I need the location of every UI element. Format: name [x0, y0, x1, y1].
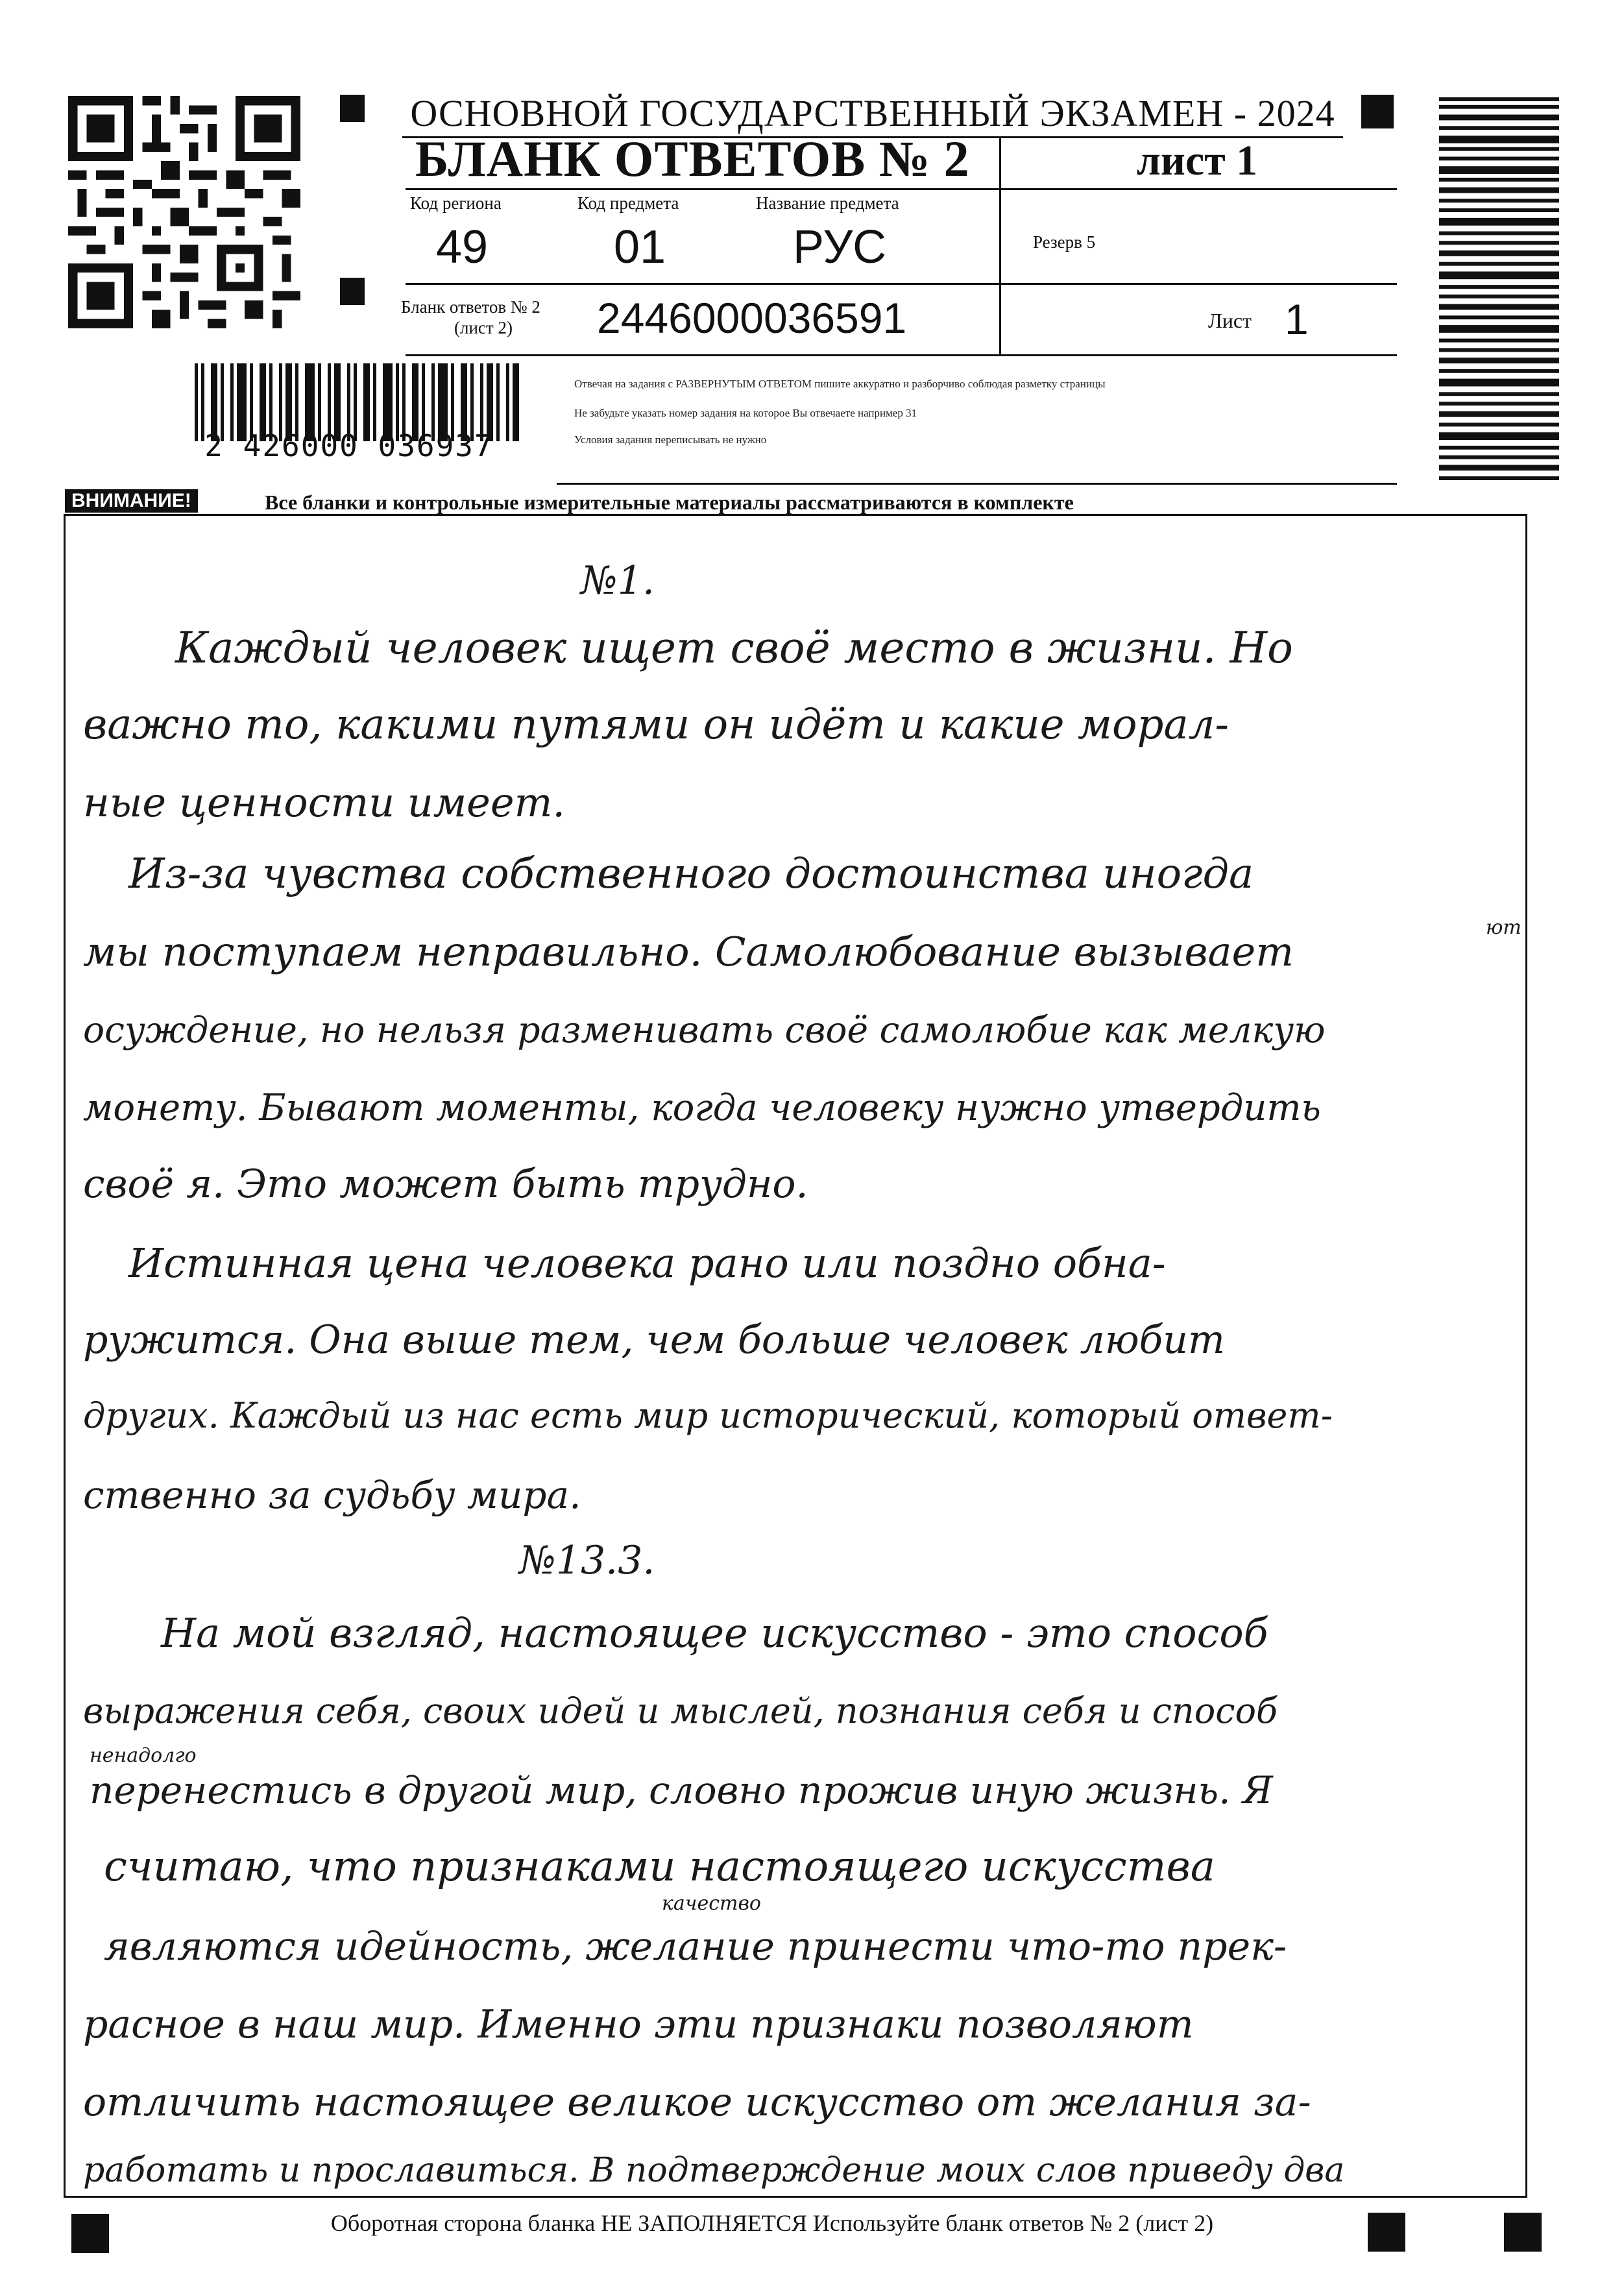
answer-line: ственно за судьбу мира. [83, 1473, 581, 1517]
registration-mark [1368, 2213, 1405, 2252]
answer-line: других. Каждый из нас есть мир исторический, который ответ- [83, 1395, 1333, 1436]
answer-line: №13.3. [519, 1538, 655, 1583]
region-code: 49 [436, 221, 489, 273]
header-rule [406, 354, 1397, 356]
sheet-number: 1 [1285, 295, 1309, 343]
answer-line: мы поступаем неправильно. Самолюбование вызывает [83, 928, 1294, 975]
blank-title: БЛАНК ОТВЕТОВ № 2 [415, 130, 970, 187]
answer-line: расное в наш мир. Именно эти признаки позволяют [83, 2002, 1194, 2047]
subject-code: 01 [614, 221, 666, 273]
reserve-label: Резерв 5 [1033, 232, 1096, 252]
registration-mark [1504, 2213, 1542, 2252]
footer-note: Оборотная сторона бланка НЕ ЗАПОЛНЯЕТСЯ Используйте бланк ответов № 2 (лист 2) [330, 2210, 1214, 2236]
answer-line: считаю, что признаками настоящего искусства [104, 1843, 1215, 1891]
instruction-line: Отвечая на задания с РАЗВЕРНУТЫМ ОТВЕТОМ пишите аккуратно и разборчиво соблюдая разметку страницы [574, 378, 1106, 390]
subject-name: РУС [793, 221, 887, 273]
qr-code [68, 96, 300, 328]
exam-title: ОСНОВНОЙ ГОСУДАРСТВЕННЫЙ ЭКЗАМЕН - 2024 [402, 91, 1343, 138]
side-barcode [1439, 97, 1559, 480]
answer-line: выражения себя, своих идей и мыслей, познания себя и способ [83, 1690, 1278, 1731]
registration-mark [340, 95, 365, 122]
registration-mark [340, 278, 365, 305]
answer-line: монету. Бывают моменты, когда человеку нужно утвердить [83, 1087, 1321, 1129]
instruction-line: Условия задания переписывать не нужно [574, 433, 767, 446]
attention-text: Все бланки и контрольные измерительные материалы рассматриваются в комплекте [265, 491, 1074, 514]
answer-line: являются идейность, желание принести что-то прек- [104, 1924, 1287, 1969]
blank2-label: Бланк ответов № 2 [401, 297, 540, 317]
answer-line: своё я. Это может быть трудно. [83, 1161, 808, 1207]
answer-line: Каждый человек ищет своё место в жизни. Но [175, 623, 1293, 673]
answer-insertion: качество [662, 1892, 761, 1915]
sheet-number-label: Лист [1208, 309, 1252, 332]
header-rule [406, 283, 1397, 285]
answer-line: ные ценности имеет. [83, 779, 566, 826]
instruction-line: Не забудьте указать номер задания на которое Вы отвечаете например 31 [574, 407, 917, 419]
answer-line: осуждение, но нельзя разменивать своё самолюбие как мелкую [83, 1009, 1326, 1051]
answer-line: ружится. Она выше тем, чем больше человек любит [83, 1317, 1225, 1363]
attention-badge: ВНИМАНИЕ! [65, 489, 198, 513]
answer-line: отличить настоящее великое искусство от желания за- [83, 2080, 1311, 2125]
barcode-number: 2 426000 036937 [204, 428, 494, 463]
subject-code-label: Код предмета [577, 193, 679, 213]
registration-mark [1361, 95, 1394, 128]
answer-line: Из-за чувства собственного достоинства иногда [128, 850, 1254, 898]
sheet-label: лист 1 [1136, 137, 1258, 184]
blank2-label-sub: (лист 2) [454, 318, 513, 337]
answer-line: На мой взгляд, настоящее искусство - это способ [161, 1609, 1268, 1657]
header-divider [999, 138, 1001, 355]
answer-insertion: ют [1486, 916, 1521, 939]
header-rule [406, 188, 1397, 190]
blank2-number: 2446000036591 [597, 294, 907, 342]
subject-name-label: Название предмета [756, 193, 899, 213]
answer-line: важно то, какими путями он идёт и какие морал- [83, 701, 1229, 749]
registration-mark [71, 2214, 109, 2253]
answer-line: Истинная цена человека рано или поздно обна- [128, 1239, 1166, 1287]
answer-line: перенестись в другой мир, словно прожив иную жизнь. Я [90, 1768, 1273, 1812]
answer-insertion: ненадолго [90, 1744, 197, 1767]
region-code-label: Код региона [410, 193, 502, 213]
header-rule [557, 483, 1397, 485]
answer-line: работать и прославиться. В подтверждение моих слов приведу два [83, 2151, 1345, 2190]
answer-line: №1. [581, 558, 655, 603]
